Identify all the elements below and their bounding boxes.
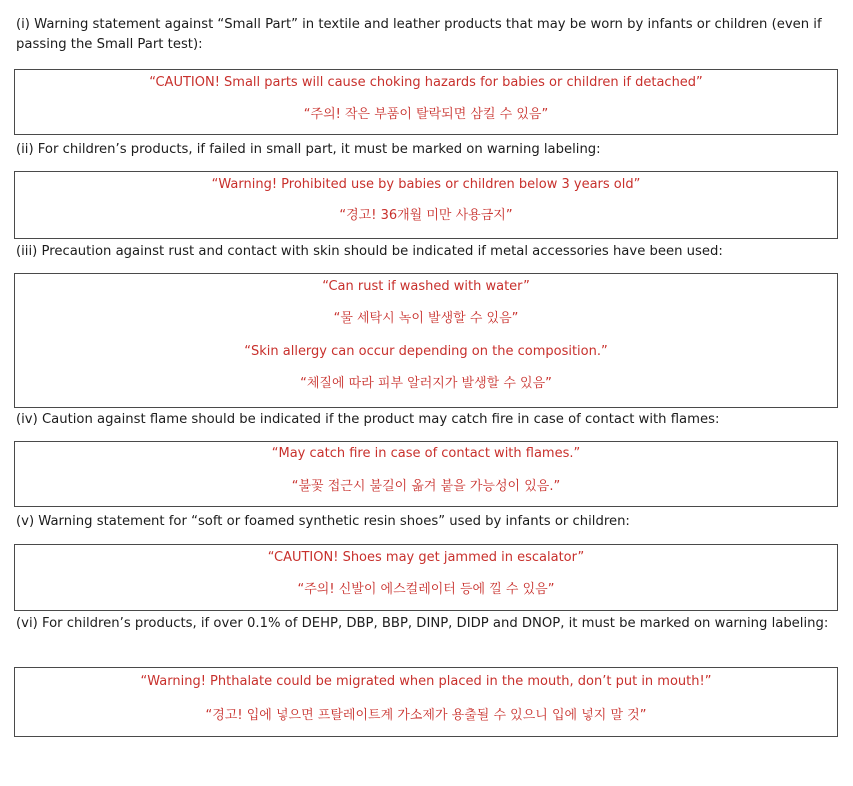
warning-box-ii — [14, 171, 838, 239]
warning-box-i — [14, 69, 838, 135]
warning-line-en: “Warning! Prohibited use by babies or children below 3 years old” — [211, 177, 641, 192]
section-heading-iv: (iv) Caution against flame should be indicated if the product may catch fire in case of contact with flames: — [16, 412, 720, 427]
warning-box-iii — [14, 273, 838, 408]
warning-line-en: “Can rust if washed with water” — [322, 279, 530, 294]
section-heading-iii: (iii) Precaution against rust and contact with skin should be indicated if metal accessories have been used: — [16, 244, 723, 259]
warning-line-ko: “물 세탁시 녹이 발생할 수 있음” — [333, 311, 519, 326]
warning-line-ko: “주의! 작은 부품이 탈락되면 삼킬 수 있음” — [303, 107, 549, 122]
warning-line-ko: “경고! 입에 넣으면 프탈레이트계 가소제가 용출될 수 있으니 입에 넣지 말 것” — [205, 708, 647, 723]
warning-line-ko: “주의! 신발이 에스컬레이터 등에 낄 수 있음” — [297, 582, 555, 597]
warning-line-en: “CAUTION! Shoes may get jammed in escalator” — [267, 550, 585, 565]
warning-line-ko: “체질에 따라 피부 알러지가 발생할 수 있음” — [300, 376, 552, 391]
warning-box-iv — [14, 441, 838, 507]
warning-line-ko: “불꽃 접근시 불길이 옮겨 붙을 가능성이 있음.” — [291, 479, 561, 494]
section-heading-vi: (vi) For children’s products, if over 0.1% of DEHP, DBP, BBP, DINP, DIDP and DNOP, it must be marked on warning labeling: — [16, 616, 829, 631]
section-heading-ii: (ii) For children’s products, if failed in small part, it must be marked on warning labeling: — [16, 142, 601, 157]
warning-line-en: “May catch fire in case of contact with flames.” — [271, 446, 581, 461]
warning-line-ko: “경고! 36개월 미만 사용금지” — [339, 208, 513, 223]
warning-line-en: “Skin allergy can occur depending on the composition.” — [244, 344, 608, 359]
warning-line-en: “CAUTION! Small parts will cause choking hazards for babies or children if detached” — [149, 75, 703, 90]
warning-box-vi — [14, 667, 838, 737]
section-heading-v: (v) Warning statement for “soft or foamed synthetic resin shoes” used by infants or children: — [16, 514, 630, 529]
warning-box-v — [14, 544, 838, 611]
warning-line-en: “Warning! Phthalate could be migrated when placed in the mouth, don’t put in mouth!” — [140, 674, 712, 689]
section-heading-i: (i) Warning statement against “Small Part” in textile and leather products that may be worn by infants or children (even if passing the Small Part test): — [16, 17, 822, 52]
